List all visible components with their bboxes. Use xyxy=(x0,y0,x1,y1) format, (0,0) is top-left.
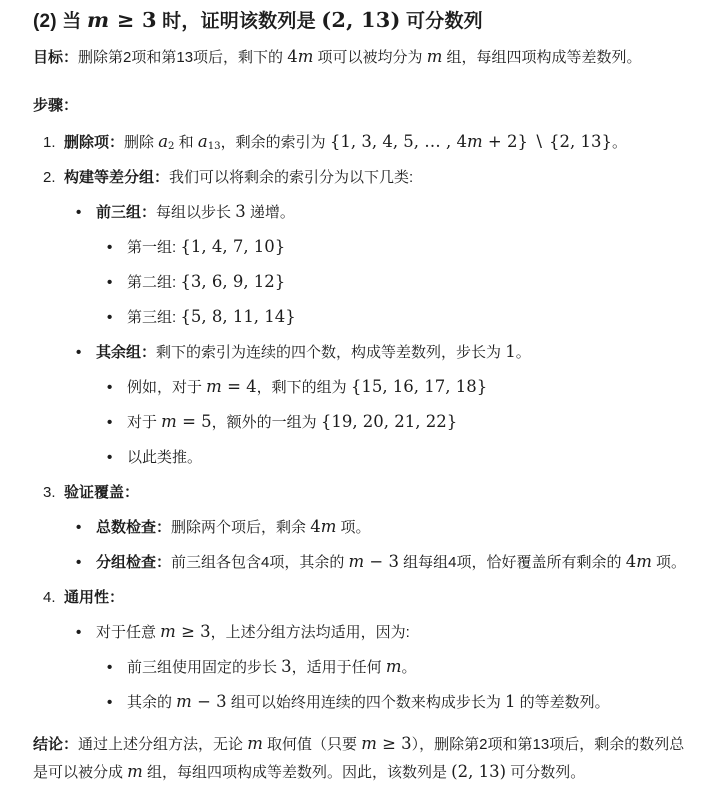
bullet-remaining-groups xyxy=(33,342,690,364)
steps-heading-text: 步骤： xyxy=(33,97,79,114)
goal-paragraph xyxy=(33,47,690,69)
bullet-marker: • xyxy=(76,344,82,361)
line-text: 其余的 m − 3 组可以始终用连续的四个数来构成步长为 1 的等差数列。 xyxy=(127,692,610,711)
line-text: 前三组：每组以步长 3 递增。 xyxy=(96,202,295,221)
line-text: 通用性： xyxy=(64,589,125,606)
bullet-any-m xyxy=(33,622,690,644)
bullet-marker: • xyxy=(107,274,113,291)
line-text: 对于任意 m ≥ 3，上述分组方法均适用，因为: xyxy=(96,622,410,641)
line-text: 第一组: {1, 4, 7, 10} xyxy=(127,237,286,256)
bullet-group-1 xyxy=(33,237,690,259)
step-delete-items xyxy=(33,132,690,154)
line-text: 例如，对于 m = 4，剩下的组为 {15, 16, 17, 18} xyxy=(127,377,488,396)
number-marker: 4. xyxy=(43,589,56,606)
number-marker: 2. xyxy=(43,169,56,186)
line-text: 第三组: {5, 8, 11, 14} xyxy=(127,307,296,326)
line-text: 删除项：删除 $a_2$ 和 $a_{13}$，剩余的索引为 {1, 3, 4, 5, … , 4m + 2} ∖ {2, 13}。 xyxy=(64,132,627,153)
number-marker: 1. xyxy=(43,134,56,151)
line-text: 构建等差分组：我们可以将剩余的索引分为以下几类: xyxy=(64,169,414,186)
bullet-remaining-consecutive xyxy=(33,692,690,714)
number-marker: 3. xyxy=(43,484,56,501)
bullet-first-three-groups xyxy=(33,202,690,224)
bullet-marker: • xyxy=(107,414,113,431)
bullet-total-check xyxy=(33,517,690,539)
page-title-text: (2) 当 m ≥ 3 时，证明该数列是 (2, 13) 可分数列 xyxy=(33,7,483,32)
bullet-marker: • xyxy=(76,204,82,221)
bullet-marker: • xyxy=(107,379,113,396)
bullet-example-m5 xyxy=(33,412,690,434)
line-text: 验证覆盖： xyxy=(64,484,140,501)
bullet-group-2 xyxy=(33,272,690,294)
line-text: 前三组使用固定的步长 3，适用于任何 m。 xyxy=(127,657,417,676)
bullet-group-3 xyxy=(33,307,690,329)
goal-text: 目标：删除第2项和第13项后，剩下的 4m 项可以被均分为 m 组，每组四项构成等差数列。 xyxy=(33,47,642,66)
bullet-and-so-on xyxy=(33,447,690,469)
bullet-marker: • xyxy=(76,554,82,571)
conclusion-paragraph xyxy=(33,731,690,787)
bullet-marker: • xyxy=(107,694,113,711)
bullet-group-check xyxy=(33,552,690,574)
bullet-marker: • xyxy=(107,449,113,466)
line-text: 对于 m = 5，额外的一组为 {19, 20, 21, 22} xyxy=(127,412,458,431)
bullet-marker: • xyxy=(107,309,113,326)
step-build-groups xyxy=(33,167,690,189)
bullet-fixed-step xyxy=(33,657,690,679)
bullet-marker: • xyxy=(76,519,82,536)
line-text: 总数检查：删除两个项后，剩余 4m 项。 xyxy=(96,517,371,536)
line-text: 其余组：剩下的索引为连续的四个数，构成等差数列，步长为 1。 xyxy=(96,342,531,361)
step-generality xyxy=(33,587,690,609)
steps-heading xyxy=(33,95,690,117)
bullet-marker: • xyxy=(107,659,113,676)
step-verify-coverage xyxy=(33,482,690,504)
page-title xyxy=(33,7,690,34)
bullet-marker: • xyxy=(107,239,113,256)
bullet-example-m4 xyxy=(33,377,690,399)
conclusion-text: 结论：通过上述分组方法，无论 m 取何值（只要 m ≥ 3），删除第2项和第13项后，剩余的数列总是可以被分成 m 组，每组四项构成等差数列。因此，该数列是 (2, 13) 可分数列。 xyxy=(33,734,685,781)
line-text: 第二组: {3, 6, 9, 12} xyxy=(127,272,286,291)
bullet-marker: • xyxy=(76,624,82,641)
line-text: 以此类推。 xyxy=(127,449,203,466)
line-text: 分组检查：前三组各包含4项，其余的 m − 3 组每组4项，恰好覆盖所有剩余的 4m 项。 xyxy=(96,552,687,571)
